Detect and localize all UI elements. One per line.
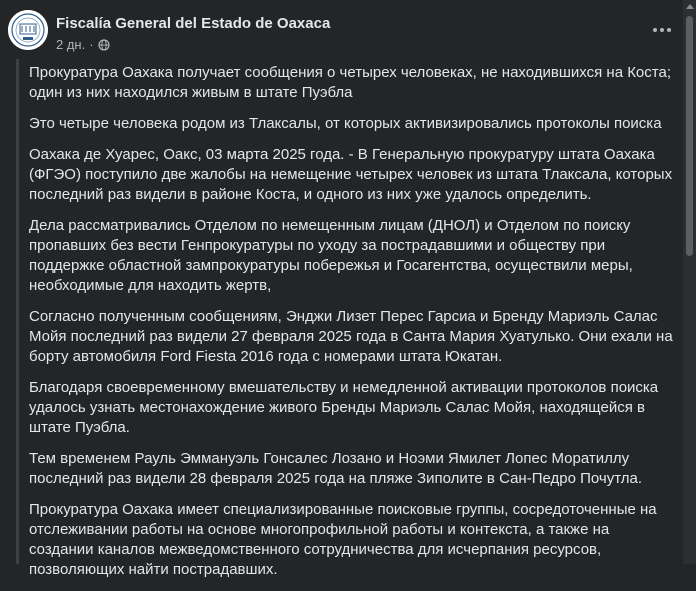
post-paragraph: Прокуратура Оахака имеет специализированные поисковые группы, сосредоточенные на отслеживании работы на основе многопрофильной работы и контекста, а также на создании каналов межведомственного сотрудничества для исчерпания ресурсов, позволяющих найти пострадавших. — [29, 501, 657, 578]
vertical-scrollbar[interactable] — [683, 0, 696, 564]
page-avatar[interactable] — [8, 10, 48, 50]
scrollbar-thumb[interactable] — [686, 16, 693, 256]
more-horizontal-icon — [653, 28, 657, 32]
post-paragraph: Согласно полученным сообщениям, Энджи Лизет Перес Гарсиа и Бренду Мариэль Салас Мойя последний раз видели 27 февраля 2025 года в Санта Мария Хуатулько. Они ехали на борту автомобиля Ford Fiesta 2016 года с номерами штата Юкатан. — [29, 308, 673, 365]
page-name-link[interactable]: Fiscalía General del Estado de Oaxaca — [56, 15, 331, 32]
post-header — [8, 10, 678, 54]
quote-bar — [16, 59, 19, 564]
more-options-button[interactable] — [648, 18, 676, 42]
post-text — [29, 63, 677, 591]
post-timestamp[interactable]: 2 дн. — [56, 37, 86, 52]
post-paragraph: Оахака де Хуарес, Оакс, 03 марта 2025 года. - В Генеральную прокуратуру штата Оахака (ФГЭО) поступило две жалобы на немещение четырех человек из штата Тлаксала, которых последний раз видели в районе Коста, и одного из них уже удалось определить. — [29, 146, 673, 203]
meta-separator: · — [89, 37, 94, 52]
post-paragraph: Прокуратура Оахака получает сообщения о четырех человеках, не находившихся на Коста; один из них находился живым в штате Пуэбла — [29, 64, 671, 101]
post-paragraph: Это четыре человека родом из Тлаксалы, от которых активизировались протоколы поиска — [29, 115, 662, 132]
post-paragraph: Дела рассматривались Отделом по немещенным лицам (ДНОЛ) и Отделом по поиску пропавших без вести Генпрокуратуры по уходу за пострадавшими и обществу при поддержке областной зампрокуратуры побережья и Госагентства, осуществили меры, необходимые для находить жертв, — [29, 217, 633, 294]
post-paragraph: Тем временем Рауль Эммануэль Гонсалес Лозано и Ноэми Ямилет Лопес Моратиллу последний раз видели 28 февраля 2025 года на пляже Зиполите в Сан-Педро Почутла. — [29, 450, 643, 487]
scroll-up-arrow-icon[interactable] — [686, 4, 694, 9]
post-paragraph: Благодаря своевременному вмешательству и немедленной активации протоколов поиска удалось узнать местонахождение живого Бренды Мариэль Салас Мойя, находящейся в штате Пуэбла. — [29, 379, 659, 436]
post-meta — [56, 37, 110, 52]
seal-logo-icon — [8, 10, 48, 50]
post-body — [16, 59, 680, 578]
globe-icon[interactable] — [98, 39, 110, 51]
